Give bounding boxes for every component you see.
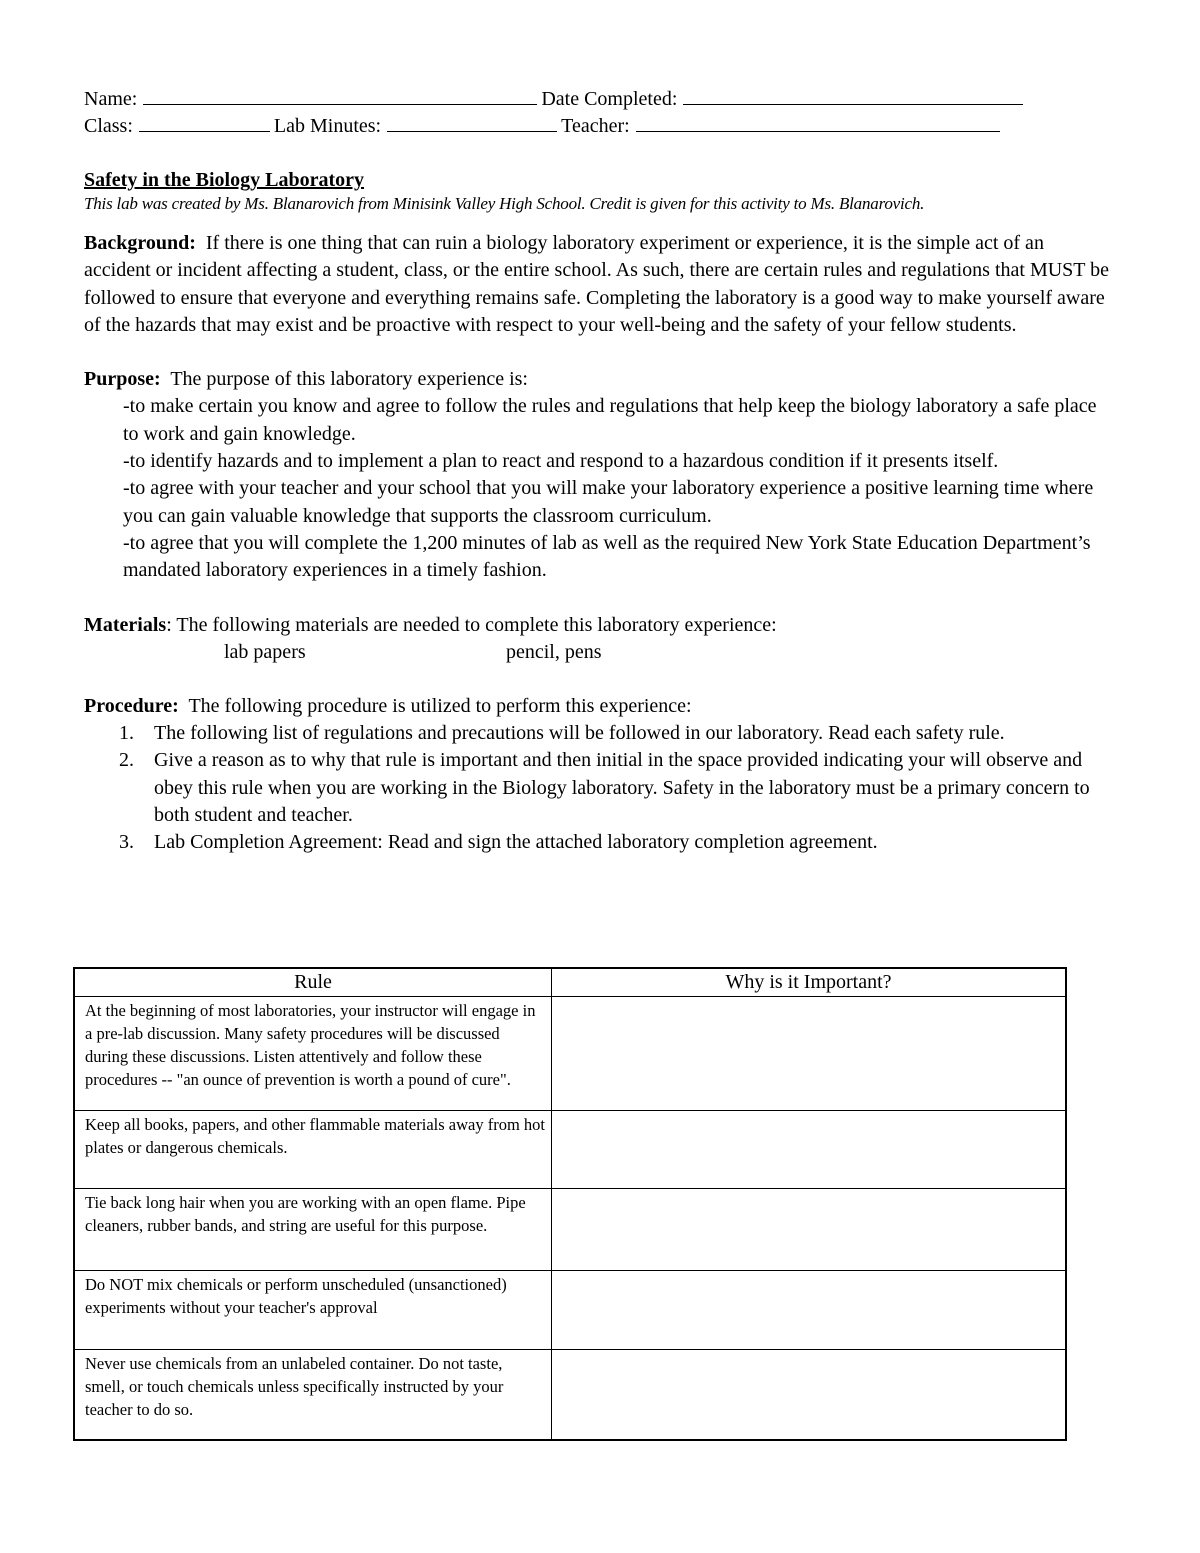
step-number: 2. bbox=[119, 749, 134, 772]
teacher-label: Teacher: bbox=[561, 115, 630, 137]
purpose-item: -to identify hazards and to implement a plan to react and respond to a hazardous condition if it presents itself. bbox=[123, 450, 999, 473]
class-field[interactable] bbox=[139, 113, 270, 132]
material-item: lab papers bbox=[224, 640, 306, 663]
rule-cell: Do NOT mix chemicals or perform unscheduled (unsanctioned) experiments without your teacher's approval bbox=[74, 1271, 552, 1350]
background-text: If there is one thing that can ruin a biology laboratory experiment or experience, it is the simple act of an accident or incident affecting a student, class, or the entire school. As such, there are certain rules and regulations that MUST be followed to ensure that everyone and everything remains safe. Completing the laboratory is a good way to make yourself aware of the hazards that may exist and be proactive with respect to your well-being and the safety of your fellow students. bbox=[84, 232, 1110, 336]
step-number: 3. bbox=[119, 831, 134, 854]
rule-cell: At the beginning of most laboratories, your instructor will engage in a pre-lab discussion. Many safety procedures will be discussed during these discussions. Listen attentively and follow these procedures -- "an ounce of prevention is worth a pound of cure". bbox=[74, 997, 552, 1111]
table-row bbox=[74, 1189, 1066, 1271]
purpose-item: -to agree that you will complete the 1,200 minutes of lab as well as the required New York State Education Department’s mandated laboratory experiences in a timely fashion. bbox=[123, 531, 1091, 582]
safety-rules-table bbox=[73, 967, 1067, 1441]
procedure-step bbox=[84, 747, 1114, 829]
table-header-row bbox=[74, 968, 1066, 997]
date-completed-field[interactable] bbox=[683, 86, 1023, 105]
importance-answer-cell[interactable] bbox=[552, 1111, 1067, 1189]
background-section bbox=[84, 230, 1114, 339]
teacher-field[interactable] bbox=[636, 113, 1000, 132]
procedure-step bbox=[84, 720, 1114, 747]
table-row bbox=[74, 1111, 1066, 1189]
material-item: pencil, pens bbox=[506, 640, 602, 663]
procedure-label: Procedure: bbox=[84, 694, 179, 717]
materials-section bbox=[84, 612, 1114, 639]
credit-line: This lab was created by Ms. Blanarovich from Minisink Valley High School. Credit is given for this activity to Ms. Blanarovich. bbox=[84, 194, 925, 213]
purpose-item: -to make certain you know and agree to follow the rules and regulations that help keep the biology laboratory a safe place to work and gain knowledge. bbox=[123, 395, 1097, 445]
purpose-item: -to agree with your teacher and your school that you will make your laboratory experience a positive learning time where you can gain valuable knowledge that supports the classroom curriculum. bbox=[123, 477, 1094, 527]
date-completed-label: Date Completed: bbox=[541, 88, 678, 110]
rule-cell: Keep all books, papers, and other flammable materials away from hot plates or dangerous chemicals. bbox=[74, 1111, 552, 1189]
rule-column-header: Rule bbox=[74, 968, 552, 997]
procedure-intro: The following procedure is utilized to perform this experience: bbox=[188, 694, 692, 717]
header-row-2 bbox=[84, 113, 1114, 140]
importance-column-header: Why is it Important? bbox=[552, 968, 1067, 997]
materials-list bbox=[84, 639, 1114, 666]
step-text: Lab Completion Agreement: Read and sign the attached laboratory completion agreement. bbox=[154, 831, 878, 854]
table-row bbox=[74, 1350, 1066, 1440]
purpose-label: Purpose: bbox=[84, 368, 161, 391]
rule-cell: Tie back long hair when you are working with an open flame. Pipe cleaners, rubber bands, and string are useful for this purpose. bbox=[74, 1189, 552, 1271]
importance-answer-cell[interactable] bbox=[552, 1189, 1067, 1271]
lab-minutes-field[interactable] bbox=[387, 113, 557, 132]
importance-answer-cell[interactable] bbox=[552, 997, 1067, 1111]
step-text: The following list of regulations and precautions will be followed in our laboratory. Read each safety rule. bbox=[154, 722, 1005, 745]
procedure-steps bbox=[84, 720, 1114, 856]
page-title: Safety in the Biology Laboratory bbox=[84, 169, 364, 191]
step-text: Give a reason as to why that rule is important and then initial in the space provided indicating your will observe and obey this rule when you are working in the Biology laboratory. Safety in the laboratory must be a primary concern to both student and teacher. bbox=[154, 749, 1090, 827]
name-field[interactable] bbox=[143, 86, 537, 105]
table-row bbox=[74, 1271, 1066, 1350]
background-label: Background: bbox=[84, 232, 196, 254]
name-label: Name: bbox=[84, 88, 138, 110]
purpose-section bbox=[84, 366, 1114, 393]
procedure-section bbox=[84, 693, 1114, 720]
purpose-intro: The purpose of this laboratory experience is: bbox=[170, 368, 528, 391]
procedure-step bbox=[84, 829, 1114, 856]
importance-answer-cell[interactable] bbox=[552, 1271, 1067, 1350]
importance-answer-cell[interactable] bbox=[552, 1350, 1067, 1440]
class-label: Class: bbox=[84, 115, 133, 137]
materials-intro: : The following materials are needed to complete this laboratory experience: bbox=[166, 613, 777, 636]
table-row bbox=[74, 997, 1066, 1111]
rule-cell: Never use chemicals from an unlabeled container. Do not taste, smell, or touch chemicals unless specifically instructed by your teacher to do so. bbox=[74, 1350, 552, 1440]
worksheet-page bbox=[84, 86, 1114, 857]
materials-label: Materials bbox=[84, 613, 167, 636]
step-number: 1. bbox=[119, 722, 134, 745]
header-row-1 bbox=[84, 86, 1114, 113]
lab-minutes-label: Lab Minutes: bbox=[273, 115, 382, 137]
